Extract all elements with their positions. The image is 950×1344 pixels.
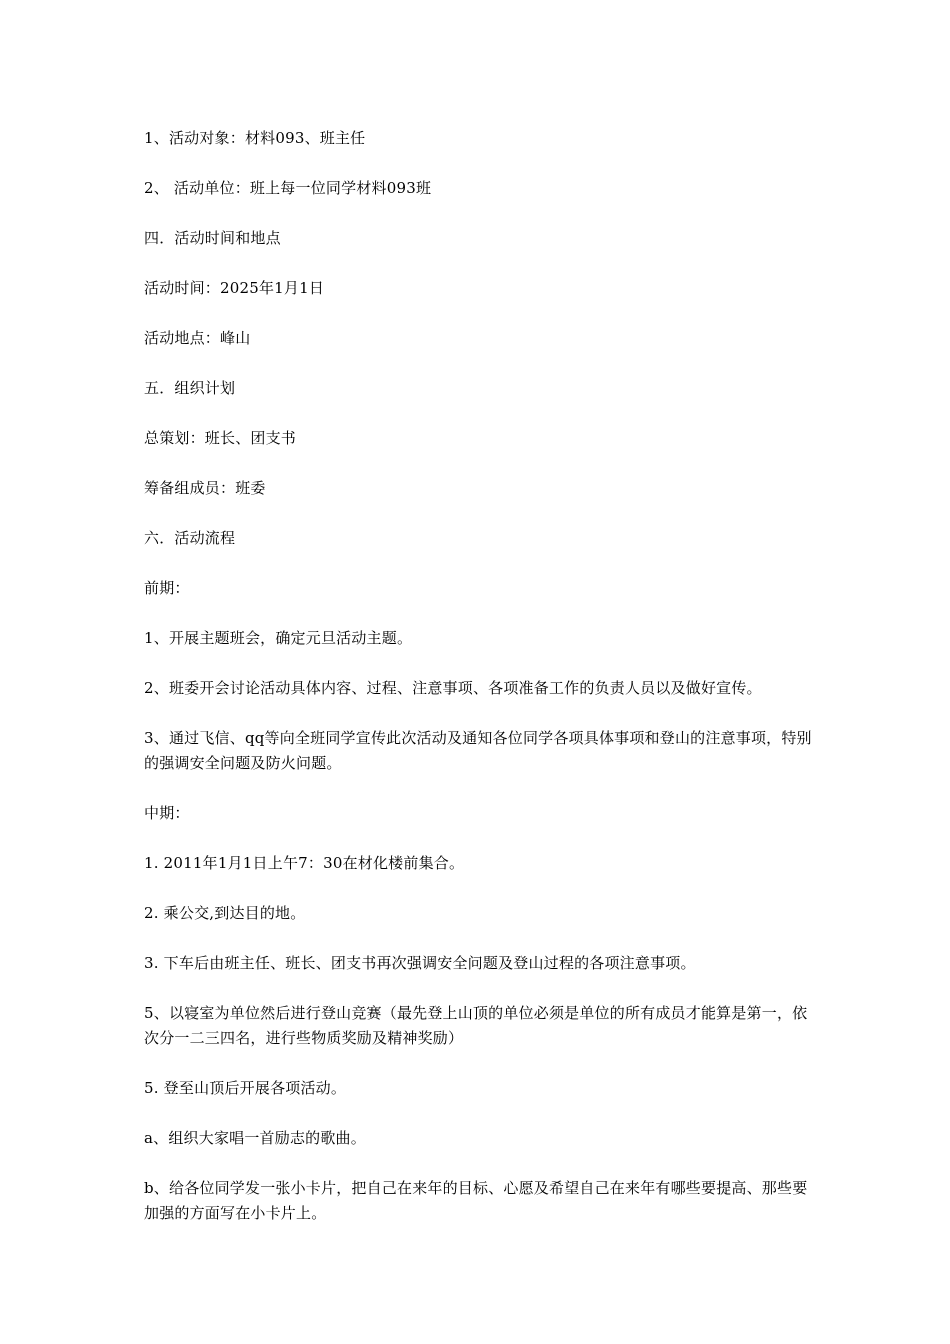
subheading-early-stage: 前期： <box>144 579 190 597</box>
paragraph-activity-target: 1、活动对象：材料093、班主任 <box>144 129 366 147</box>
paragraph-activity-place: 活动地点：峰山 <box>144 329 251 347</box>
list-item-middle-3: 3. 下车后由班主任、班长、团支书再次强调安全问题及登山过程的各项注意事项。 <box>144 954 696 972</box>
paragraph-activity-unit: 2、 活动单位：班上每一位同学材料093班 <box>144 179 432 197</box>
list-item-middle-2: 2. 乘公交,到达目的地。 <box>144 904 306 922</box>
list-item-middle-5b: 5. 登至山顶后开展各项活动。 <box>144 1079 347 1097</box>
section-heading-plan: 五．组织计划 <box>144 379 236 397</box>
paragraph-prep-members: 筹备组成员：班委 <box>144 479 266 497</box>
section-heading-process: 六．活动流程 <box>144 529 236 547</box>
list-item-early-1: 1、开展主题班会，确定元旦活动主题。 <box>144 629 413 647</box>
list-item-early-3: 3、通过飞信、qq等向全班同学宣传此次活动及通知各位同学各项具体事项和登山的注意事项，特别的强调安全问题及防火问题。 <box>144 729 812 772</box>
list-item-middle-5a: 5、以寝室为单位然后进行登山竞赛（最先登上山顶的单位必须是单位的所有成员才能算是第一，依次分一二三四名，进行些物质奖励及精神奖励） <box>144 1004 808 1047</box>
list-item-sub-a: a、组织大家唱一首励志的歌曲。 <box>144 1129 366 1147</box>
list-item-sub-b: b、给各位同学发一张小卡片，把自己在来年的目标、心愿及希望自己在来年有哪些要提高、那些要加强的方面写在小卡片上。 <box>144 1179 808 1222</box>
list-item-early-2: 2、班委开会讨论活动具体内容、过程、注意事项、各项准备工作的负责人员以及做好宣传。 <box>144 679 762 697</box>
paragraph-chief-planner: 总策划：班长、团支书 <box>144 429 297 447</box>
section-heading-time-place: 四．活动时间和地点 <box>144 229 281 247</box>
document-body <box>144 126 816 1251</box>
list-item-middle-1: 1. 2011年1月1日上午7：30在材化楼前集合。 <box>144 854 465 872</box>
paragraph-activity-time: 活动时间：2025年1月1日 <box>144 279 325 297</box>
subheading-middle-stage: 中期： <box>144 804 190 822</box>
